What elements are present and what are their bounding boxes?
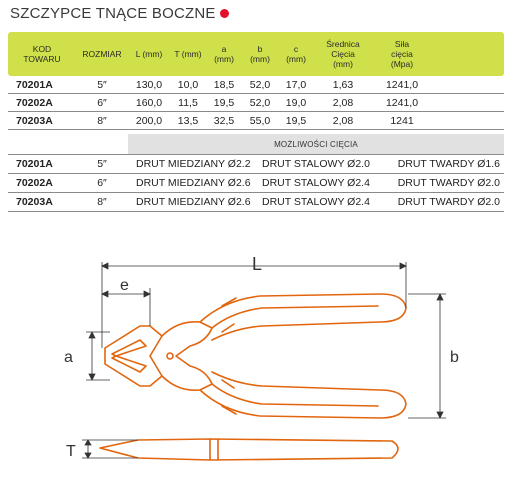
cell-hard: DRUT TWARDY Ø2.0 — [397, 177, 500, 189]
capacity-header: MOŻLIWOŚCI CIĘCIA — [128, 134, 504, 154]
jaw-outline — [105, 326, 162, 386]
pliers-drawing — [0, 236, 512, 480]
cell-steel: DRUT STALOWY Ø2.4 — [262, 196, 370, 208]
header-b: b (mm) — [250, 44, 270, 64]
header-size: ROZMIAR — [82, 49, 122, 59]
title-text: SZCZYPCE TNĄCE BOCZNE — [10, 5, 216, 22]
cell-hard: DRUT TWARDY Ø1.6 — [397, 158, 500, 170]
cell-hard: DRUT TWARDY Ø2.0 — [397, 196, 500, 208]
cell-c: 19,0 — [285, 96, 307, 109]
cell-steel: DRUT STALOWY Ø2.0 — [262, 158, 370, 170]
cell-copper: DRUT MIEDZIANY Ø2.6 — [136, 196, 251, 208]
page-title — [10, 5, 229, 22]
header-c: c (mm) — [286, 44, 306, 64]
cell-size: 8″ — [97, 196, 107, 208]
title-dot-icon — [220, 9, 229, 18]
cell-code: 70203A — [16, 196, 53, 208]
cell-code: 70202A — [16, 96, 53, 109]
spec-table-header — [8, 32, 504, 76]
cell-b: 55,0 — [249, 114, 271, 127]
cell-d: 2,08 — [332, 96, 354, 109]
cell-s: 1241 — [390, 114, 414, 127]
cell-a: 18,5 — [213, 78, 235, 91]
cell-copper: DRUT MIEDZIANY Ø2.2 — [136, 158, 251, 170]
cell-a: 32,5 — [213, 114, 235, 127]
label-b: b — [450, 349, 459, 366]
capacity-header-row — [8, 134, 504, 155]
cell-steel: DRUT STALOWY Ø2.4 — [262, 177, 370, 189]
cell-t: 10,0 — [177, 78, 199, 91]
cell-l: 130,0 — [135, 78, 163, 91]
cell-t: 13,5 — [177, 114, 199, 127]
cell-b: 52,0 — [249, 96, 271, 109]
table-row — [8, 112, 504, 130]
cell-d: 2,08 — [332, 114, 354, 127]
header-l: L (mm) — [135, 49, 163, 59]
cell-copper: DRUT MIEDZIANY Ø2.6 — [136, 177, 251, 189]
cell-size: 6″ — [97, 96, 107, 109]
label-a: a — [64, 349, 73, 366]
cell-s: 1241,0 — [385, 78, 419, 91]
cell-code: 70201A — [16, 78, 53, 91]
label-L: L — [252, 254, 263, 274]
header-diameter: Średnica Cięcia (mm) — [326, 39, 360, 69]
header-a: a (mm) — [214, 44, 234, 64]
cell-size: 5″ — [97, 158, 107, 170]
capacity-row — [8, 155, 504, 174]
cell-l: 200,0 — [135, 114, 163, 127]
label-T: T — [66, 443, 76, 460]
cell-a: 19,5 — [213, 96, 235, 109]
capacity-row — [8, 174, 504, 193]
cell-l: 160,0 — [135, 96, 163, 109]
header-code: KOD TOWARU — [23, 44, 61, 64]
cell-s: 1241,0 — [385, 96, 419, 109]
cell-size: 5″ — [97, 78, 107, 91]
cell-code: 70202A — [16, 177, 53, 189]
table-row — [8, 94, 504, 112]
capacity-rows — [8, 155, 504, 212]
pivot-outline — [162, 322, 212, 390]
side-view-outline — [100, 439, 398, 460]
capacity-row — [8, 193, 504, 212]
header-t: T (mm) — [174, 49, 202, 59]
cell-size: 8″ — [97, 114, 107, 127]
cell-d: 1,63 — [332, 78, 354, 91]
header-force: Siła cięcia (Mpa) — [390, 39, 414, 69]
table-row — [8, 76, 504, 94]
cell-code: 70203A — [16, 114, 53, 127]
cell-c: 19,5 — [285, 114, 307, 127]
spec-table — [8, 32, 504, 212]
cell-t: 11,5 — [178, 96, 198, 109]
cell-size: 6″ — [97, 177, 107, 189]
cell-c: 17,0 — [285, 78, 307, 91]
cell-code: 70201A — [16, 158, 53, 170]
spec-rows — [8, 76, 504, 130]
label-e: e — [120, 277, 129, 294]
cell-b: 52,0 — [249, 78, 271, 91]
